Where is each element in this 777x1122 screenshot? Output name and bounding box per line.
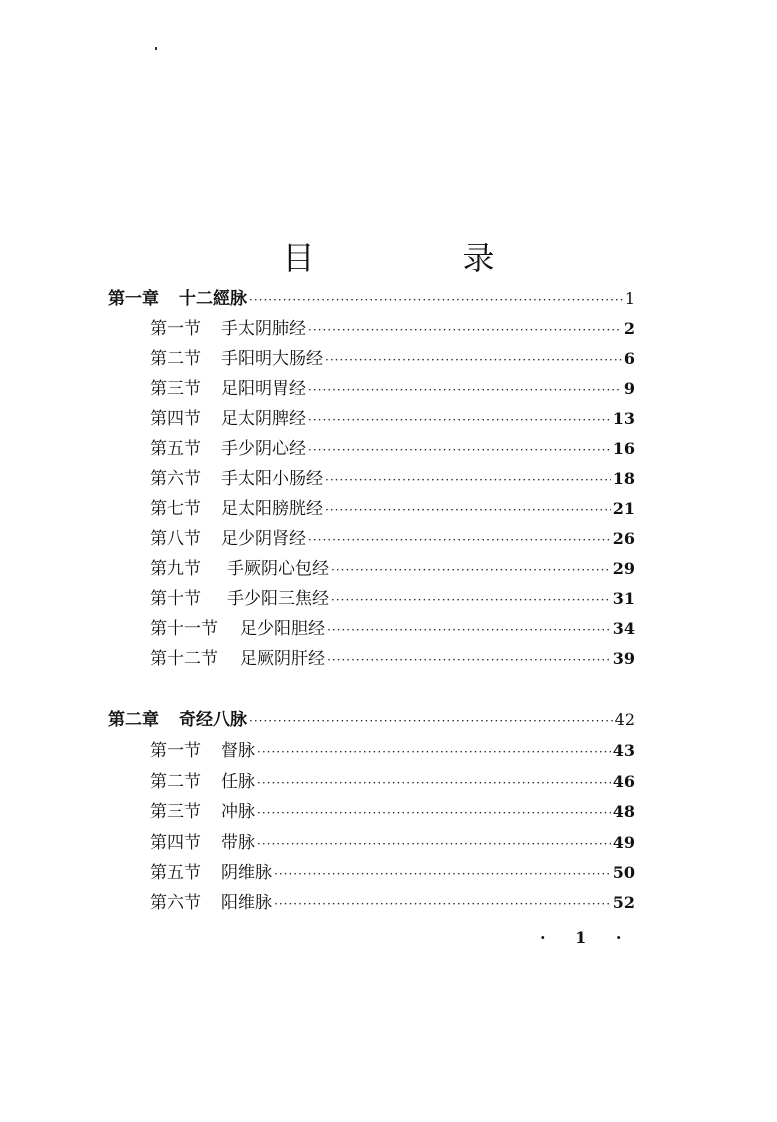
section-label: 第一节 — [150, 319, 201, 339]
toc-section[interactable] — [150, 374, 635, 400]
page-number: 21 — [612, 499, 635, 518]
section-title: 手阳明大肠经 — [221, 349, 323, 369]
section-label: 第十二节 — [150, 649, 218, 669]
page-number: 49 — [612, 833, 635, 852]
section-label: 第九节 — [150, 559, 201, 579]
page-number: 48 — [612, 802, 635, 821]
section-label: 第五节 — [150, 439, 201, 459]
toc-section[interactable] — [150, 736, 635, 762]
section-title: 手少阴心经 — [221, 439, 306, 459]
section-title: 手厥阴心包经 — [227, 559, 329, 579]
section-title: 阳维脉 — [221, 893, 272, 913]
chapter-label: 第一章 — [108, 289, 159, 309]
section-title: 手太阴肺经 — [221, 319, 306, 339]
toc-section[interactable] — [150, 344, 635, 370]
chapter-label: 第二章 — [108, 710, 159, 730]
toc-section[interactable] — [150, 644, 635, 670]
page-title: 目 录 — [282, 239, 553, 278]
section-label: 第五节 — [150, 863, 201, 883]
dot-leader — [257, 745, 611, 759]
dot-leader — [327, 653, 611, 667]
section-label: 第三节 — [150, 802, 201, 822]
toc-section[interactable] — [150, 584, 635, 610]
dot-leader — [331, 563, 611, 577]
toc-section[interactable] — [150, 524, 635, 550]
section-label: 第四节 — [150, 409, 201, 429]
dot-leader — [249, 293, 623, 307]
dot-leader — [249, 714, 613, 728]
page-number: 43 — [612, 741, 635, 760]
page-number: 6 — [623, 349, 635, 368]
section-title: 足太阴脾经 — [221, 409, 306, 429]
page-number: 46 — [612, 772, 635, 791]
section-label: 第四节 — [150, 833, 201, 853]
toc-section[interactable] — [150, 404, 635, 430]
section-label: 第六节 — [150, 893, 201, 913]
scan-speck — [155, 47, 157, 50]
toc-section[interactable] — [150, 888, 635, 914]
page-number: 1 — [624, 289, 635, 308]
toc-section[interactable] — [150, 314, 635, 340]
page-number: 52 — [612, 893, 635, 912]
page-number: 18 — [612, 469, 635, 488]
section-title: 手太阳小肠经 — [221, 469, 323, 489]
section-label: 第一节 — [150, 741, 201, 761]
chapter-title: 奇经八脉 — [179, 710, 247, 730]
page-number: 26 — [612, 529, 635, 548]
page-number: 13 — [612, 409, 635, 428]
dot-leader — [327, 623, 611, 637]
toc-section[interactable] — [150, 767, 635, 793]
page-number: 34 — [612, 619, 635, 638]
page-number: 9 — [623, 379, 635, 398]
section-title: 任脉 — [221, 772, 255, 792]
chapter-title: 十二經脉 — [179, 289, 247, 309]
dot-leader — [308, 383, 622, 397]
toc-section[interactable] — [150, 828, 635, 854]
section-label: 第二节 — [150, 349, 201, 369]
page-number: 50 — [612, 863, 635, 882]
dot-leader — [274, 897, 611, 911]
page-number: 39 — [612, 649, 635, 668]
dot-leader — [325, 353, 622, 367]
section-label: 第十一节 — [150, 619, 218, 639]
section-label: 第二节 — [150, 772, 201, 792]
dot-leader — [257, 776, 611, 790]
dot-leader — [274, 867, 611, 881]
dot-leader — [257, 806, 611, 820]
section-title: 足阳明胃经 — [221, 379, 306, 399]
section-label: 第七节 — [150, 499, 201, 519]
toc-section[interactable] — [150, 614, 635, 640]
toc-section[interactable] — [150, 434, 635, 460]
section-title: 督脉 — [221, 741, 255, 761]
section-label: 第十节 — [150, 589, 201, 609]
section-title: 带脉 — [221, 833, 255, 853]
section-title: 手少阳三焦经 — [227, 589, 329, 609]
dot-leader — [308, 533, 611, 547]
toc-section[interactable] — [150, 554, 635, 580]
toc-section[interactable] — [150, 494, 635, 520]
page-number: 31 — [612, 589, 635, 608]
page-footer-number: · 1 · — [540, 928, 634, 947]
section-title: 冲脉 — [221, 802, 255, 822]
dot-leader — [308, 413, 611, 427]
dot-leader — [325, 503, 611, 517]
dot-leader — [257, 837, 611, 851]
toc-chapter-1[interactable] — [108, 284, 635, 310]
section-label: 第六节 — [150, 469, 201, 489]
toc-section[interactable] — [150, 858, 635, 884]
dot-leader — [331, 593, 611, 607]
section-title: 足少阴肾经 — [221, 529, 306, 549]
page-number: 2 — [623, 319, 635, 338]
section-title: 足太阳膀胱经 — [221, 499, 323, 519]
dot-leader — [308, 323, 622, 337]
toc-section[interactable] — [150, 797, 635, 823]
page-number: 42 — [614, 710, 635, 729]
page-number: 16 — [612, 439, 635, 458]
section-label: 第八节 — [150, 529, 201, 549]
section-title: 足厥阴肝经 — [240, 649, 325, 669]
section-title: 阴维脉 — [221, 863, 272, 883]
page-number: 29 — [612, 559, 635, 578]
dot-leader — [325, 473, 611, 487]
section-label: 第三节 — [150, 379, 201, 399]
section-title: 足少阳胆经 — [240, 619, 325, 639]
toc-section[interactable] — [150, 464, 635, 490]
toc-chapter-2[interactable] — [108, 705, 635, 731]
dot-leader — [308, 443, 611, 457]
